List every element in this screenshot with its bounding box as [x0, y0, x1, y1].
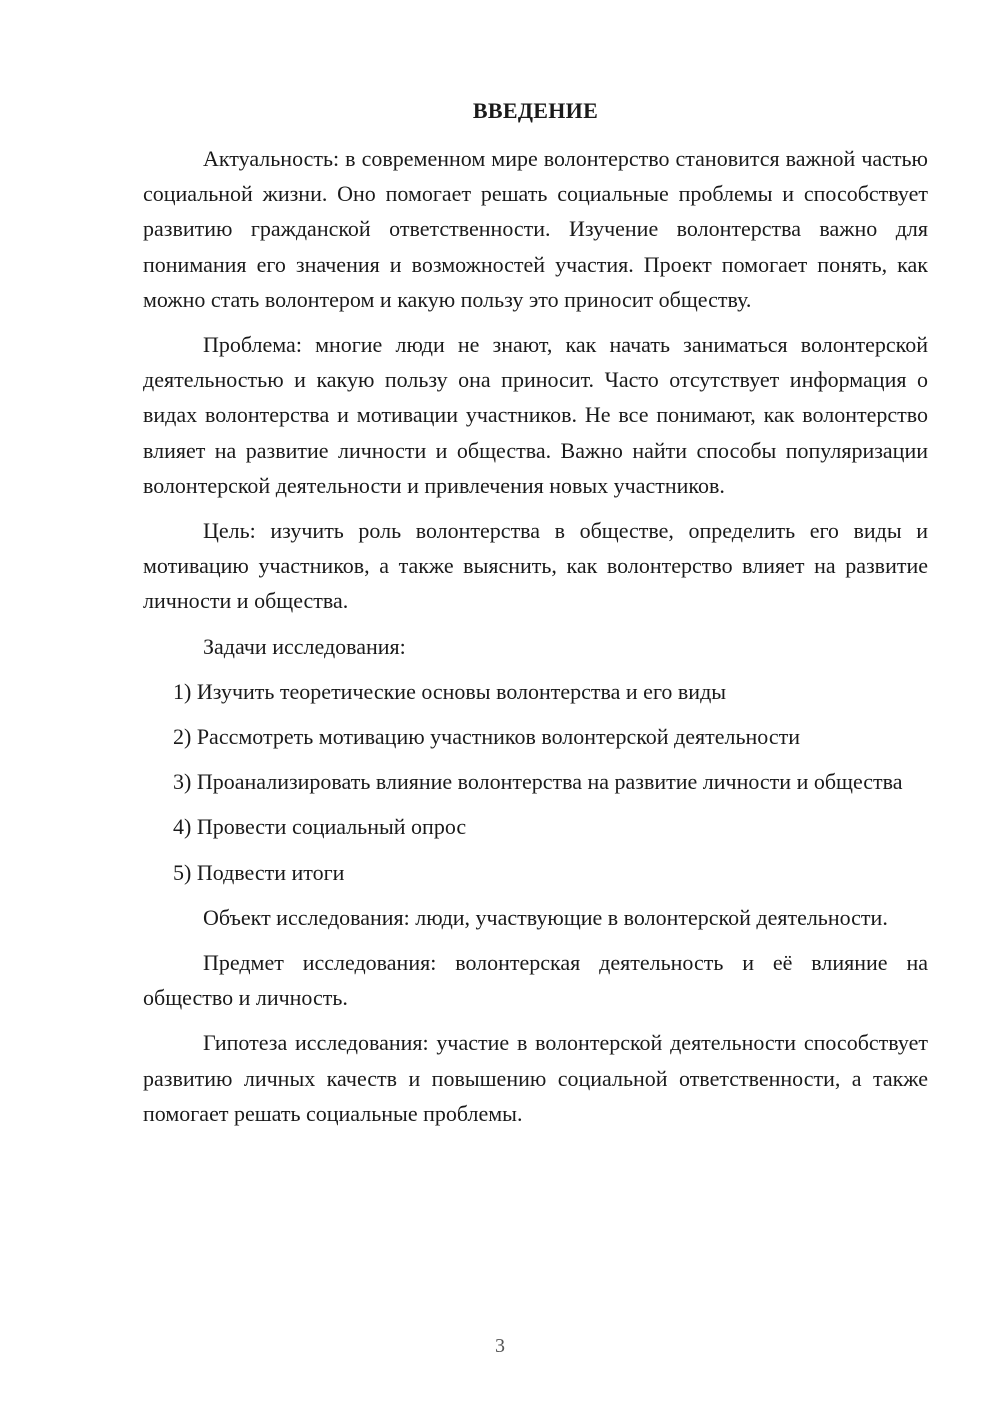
- task-item-2: 2) Рассмотреть мотивацию участников волонтерской деятельности: [173, 724, 800, 750]
- paragraph-goal: Цель: изучить роль волонтерства в обществе, определить его виды и мотивацию участников, а также выяснить, как волонтерство влияет на развитие личности и общества.: [143, 518, 928, 614]
- paragraph-hypothesis: Гипотеза исследования: участие в волонтерской деятельности способствует развитию личных качеств и повышению социальной ответственности, а также помогает решать социальные проблемы.: [143, 1030, 928, 1126]
- tasks-heading: Задачи исследования:: [203, 633, 406, 659]
- paragraph-problem: Проблема: многие люди не знают, как начать заниматься волонтерской деятельностью и какую пользу она приносит. Часто отсутствует информация о видах волонтерства и мотивации участников. Не все понимают, как волонтерство влияет на развитие личности и общества. Важно найти способы популяризации волонтерской деятельности и привлечения новых участников.: [143, 332, 928, 498]
- page-number: 3: [495, 1335, 505, 1357]
- page-title: ВВЕДЕНИЕ: [472, 98, 599, 123]
- page-content: [143, 96, 928, 1141]
- task-item-1: 1) Изучить теоретические основы волонтерства и его виды: [173, 678, 727, 704]
- paragraph-object: Объект исследования: люди, участвующие в волонтерской деятельности.: [203, 904, 888, 930]
- paragraph-subject: Предмет исследования: волонтерская деятельность и её влияние на общество и личность.: [143, 950, 928, 1011]
- task-item-3: 3) Проанализировать влияние волонтерства на развитие личности и общества: [173, 769, 903, 795]
- task-item-5: 5) Подвести итоги: [173, 859, 345, 885]
- task-item-4: 4) Провести социальный опрос: [173, 814, 467, 840]
- paragraph-relevance: Актуальность: в современном мире волонтерство становится важной частью социальной жизни. Оно помогает решать социальные проблемы и способствует развитию гражданской ответственности. Изучение волонтерства важно для понимания его значения и возможностей участия. Проект помогает понять, как можно стать волонтером и какую пользу это приносит обществу.: [143, 146, 928, 312]
